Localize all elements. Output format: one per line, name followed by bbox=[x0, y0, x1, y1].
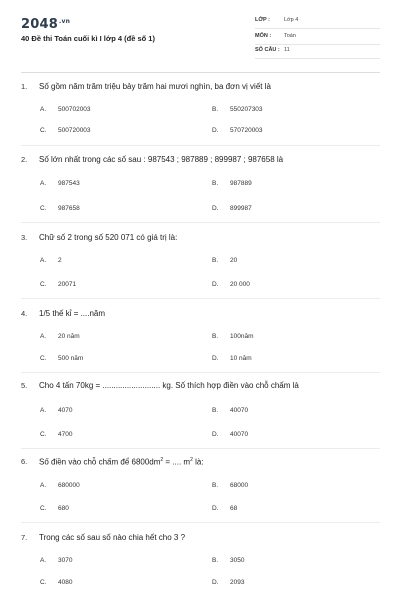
question-number: 6. bbox=[21, 457, 28, 466]
option-a[interactable] bbox=[40, 180, 80, 187]
option-letter: B. bbox=[212, 180, 219, 187]
question-stem: Chữ số 2 trong số 520 071 có giá trị là: bbox=[39, 233, 178, 242]
option-text: 3050 bbox=[230, 557, 245, 564]
option-letter: A. bbox=[40, 106, 47, 113]
option-letter: B. bbox=[212, 407, 219, 414]
meta-count bbox=[255, 44, 380, 59]
option-d[interactable] bbox=[212, 579, 244, 586]
option-letter: C. bbox=[40, 355, 47, 362]
option-d[interactable] bbox=[212, 431, 248, 438]
option-b[interactable] bbox=[212, 333, 254, 340]
question-stem: Số gồm năm trăm triệu bảy trăm hai mươi nghìn, ba đơn vị viết là bbox=[39, 82, 271, 91]
option-text: 20 năm bbox=[58, 333, 80, 340]
option-b[interactable] bbox=[212, 106, 263, 113]
option-text: 68000 bbox=[230, 482, 249, 489]
option-c[interactable] bbox=[40, 579, 72, 586]
option-text: 550207303 bbox=[230, 106, 263, 113]
option-text: 2 bbox=[58, 257, 62, 264]
option-letter: C. bbox=[40, 127, 47, 134]
option-d[interactable] bbox=[212, 281, 250, 288]
option-text: 987889 bbox=[230, 180, 252, 187]
option-a[interactable] bbox=[40, 257, 62, 264]
option-a[interactable] bbox=[40, 106, 91, 113]
option-c[interactable] bbox=[40, 205, 80, 212]
option-letter: B. bbox=[212, 482, 219, 489]
option-text: 40070 bbox=[230, 407, 249, 414]
divider bbox=[21, 298, 380, 299]
meta-key: MÔN : bbox=[255, 33, 272, 39]
divider bbox=[21, 222, 380, 223]
option-d[interactable] bbox=[212, 355, 252, 362]
option-text: 899987 bbox=[230, 205, 252, 212]
divider bbox=[21, 448, 380, 449]
option-d[interactable] bbox=[212, 205, 252, 212]
meta-key: SỐ CÂU : bbox=[255, 47, 280, 53]
stem-part: Số điền vào chỗ chấm để 6800dm bbox=[39, 457, 161, 467]
question-number: 7. bbox=[21, 533, 28, 542]
meta-subject bbox=[255, 30, 380, 45]
option-text: 570720003 bbox=[230, 127, 263, 134]
option-text: 987543 bbox=[58, 180, 80, 187]
divider bbox=[21, 145, 380, 146]
meta-class bbox=[255, 14, 380, 29]
option-b[interactable] bbox=[212, 407, 248, 414]
logo-text: 2048 bbox=[21, 17, 58, 32]
header-divider bbox=[21, 72, 380, 73]
option-b[interactable] bbox=[212, 180, 252, 187]
site-logo[interactable] bbox=[21, 17, 70, 32]
option-d[interactable] bbox=[212, 127, 263, 134]
question-number: 3. bbox=[21, 233, 28, 242]
option-text: 3070 bbox=[58, 557, 73, 564]
option-text: 4700 bbox=[58, 431, 73, 438]
option-letter: C. bbox=[40, 431, 47, 438]
option-c[interactable] bbox=[40, 127, 91, 134]
question-number: 2. bbox=[21, 155, 28, 164]
stem-exponent: 2 bbox=[160, 457, 164, 463]
divider bbox=[21, 522, 380, 523]
question-stem: Cho 4 tấn 70kg = .......................... kg. Số thích hợp điền vào chỗ chấm là bbox=[39, 381, 299, 390]
option-text: 68 bbox=[230, 505, 238, 512]
option-text: 2093 bbox=[230, 579, 245, 586]
page-title: 40 Đề thi Toán cuối kì I lớp 4 (đề số 1) bbox=[21, 34, 155, 43]
option-text: 40070 bbox=[230, 431, 249, 438]
option-letter: D. bbox=[212, 431, 219, 438]
option-letter: D. bbox=[212, 355, 219, 362]
logo-suffix: .vn bbox=[58, 17, 71, 25]
meta-value: Toán bbox=[284, 33, 296, 39]
option-letter: D. bbox=[212, 505, 219, 512]
meta-value: Lớp 4 bbox=[284, 17, 299, 23]
divider bbox=[21, 372, 380, 373]
question-stem: 1/5 thế kỉ = ....năm bbox=[39, 309, 106, 318]
option-text: 20 bbox=[230, 257, 238, 264]
question-stem: Số lớn nhất trong các số sau : 987543 ; 987889 ; 899987 ; 987658 là bbox=[39, 155, 284, 164]
option-c[interactable] bbox=[40, 505, 69, 512]
option-b[interactable] bbox=[212, 557, 244, 564]
option-letter: C. bbox=[40, 281, 47, 288]
option-a[interactable] bbox=[40, 557, 72, 564]
option-letter: D. bbox=[212, 205, 219, 212]
option-a[interactable] bbox=[40, 482, 80, 489]
option-b[interactable] bbox=[212, 257, 237, 264]
option-text: 500720003 bbox=[58, 127, 91, 134]
option-text: 500702003 bbox=[58, 106, 91, 113]
question-number: 1. bbox=[21, 82, 28, 91]
option-text: 4080 bbox=[58, 579, 73, 586]
option-a[interactable] bbox=[40, 333, 80, 340]
option-letter: C. bbox=[40, 205, 47, 212]
option-letter: A. bbox=[40, 557, 47, 564]
option-text: 10 năm bbox=[230, 355, 252, 362]
option-letter: C. bbox=[40, 579, 47, 586]
option-d[interactable] bbox=[212, 505, 237, 512]
stem-exponent: 2 bbox=[190, 457, 193, 463]
option-letter: A. bbox=[40, 482, 47, 489]
option-text: 20071 bbox=[58, 281, 77, 288]
header bbox=[0, 0, 400, 64]
option-text: 680 bbox=[58, 505, 69, 512]
option-letter: B. bbox=[212, 257, 219, 264]
option-b[interactable] bbox=[212, 482, 248, 489]
question-stem: Trong các số sau số nào chia hết cho 3 ? bbox=[39, 533, 186, 542]
option-letter: B. bbox=[212, 557, 219, 564]
option-c[interactable] bbox=[40, 431, 72, 438]
meta-value: 11 bbox=[284, 47, 290, 53]
option-letter: D. bbox=[212, 281, 219, 288]
option-c[interactable] bbox=[40, 355, 83, 362]
question-stem bbox=[39, 457, 204, 467]
option-letter: B. bbox=[212, 333, 219, 340]
option-letter: B. bbox=[212, 106, 219, 113]
option-letter: D. bbox=[212, 127, 219, 134]
option-letter: A. bbox=[40, 257, 47, 264]
option-text: 500 năm bbox=[58, 355, 84, 362]
option-text: 987658 bbox=[58, 205, 80, 212]
option-text: 100năm bbox=[230, 333, 254, 340]
option-text: 680000 bbox=[58, 482, 80, 489]
option-text: 4070 bbox=[58, 407, 73, 414]
question-number: 4. bbox=[21, 309, 28, 318]
option-letter: A. bbox=[40, 180, 47, 187]
meta-key: LỚP : bbox=[255, 17, 270, 23]
question-number: 5. bbox=[21, 381, 28, 390]
option-letter: A. bbox=[40, 333, 47, 340]
option-letter: A. bbox=[40, 407, 47, 414]
stem-part: = .... m bbox=[163, 457, 191, 467]
option-letter: C. bbox=[40, 505, 47, 512]
option-a[interactable] bbox=[40, 407, 72, 414]
option-letter: D. bbox=[212, 579, 219, 586]
option-text: 20 000 bbox=[230, 281, 250, 288]
stem-part: là: bbox=[192, 457, 204, 467]
option-c[interactable] bbox=[40, 281, 76, 288]
